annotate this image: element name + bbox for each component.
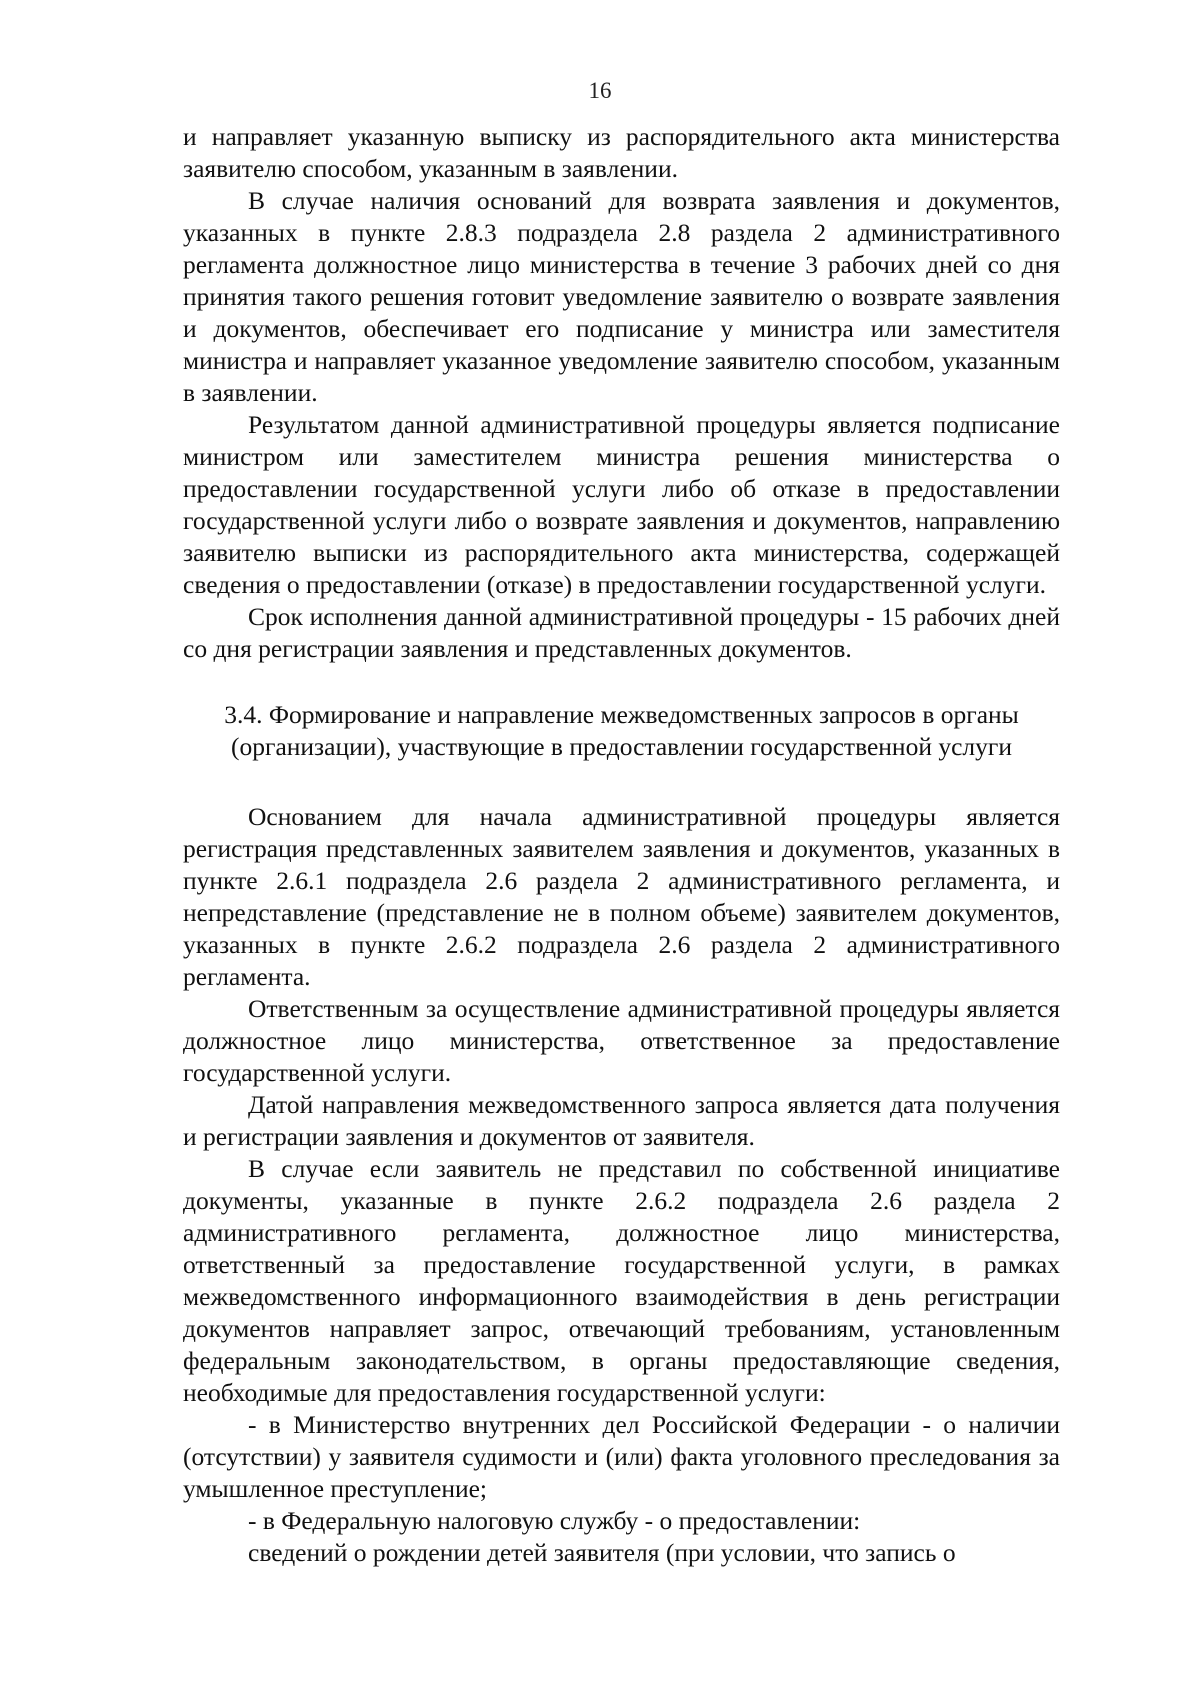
paragraph-children-birth-info: сведений о рождении детей заявителя (при условии, что запись о [248, 1538, 956, 1567]
paragraph-interagency-request: В случае если заявитель не представил по собственной инициативе документы, указанные в пункте 2.6.2 подраздела 2.6 раздела 2 административного регламента, должностное лицо министерства, ответственный за предоставление государственной услуги, в рамках межведомственного информационного взаимодействия в день регистрации документов направляет запрос, отвечающий требованиям, установленным федеральным законодательством, в органы предоставляющие сведения, необходимые для предоставления государственной услуги: [183, 1154, 1060, 1407]
list-item-tax-service: - в Федеральную налоговую службу - о предоставлении: [248, 1506, 861, 1535]
paragraph-request-date: Датой направления межведомственного запроса является дата получения и регистрации заявления и документов от заявителя. [183, 1090, 1060, 1151]
paragraph-continuation: и направляет указанную выписку из распорядительного акта министерства заявителю способом, указанным в заявлении. [183, 122, 1060, 183]
section-heading-line-1: 3.4. Формирование и направление межведомственных запросов в органы [224, 700, 1019, 729]
section-heading [183, 699, 1060, 763]
paragraph-procedure-basis: Основанием для начала административной процедуры является регистрация представленных заявителем заявления и документов, указанных в пункте 2.6.1 подраздела 2.6 раздела 2 административного регламента, и непредставление (представление не в полном объеме) заявителем документов, указанных в пункте 2.6.2 подраздела 2.6 раздела 2 административного регламента. [183, 802, 1060, 991]
list-item-interior-ministry: - в Министерство внутренних дел Российской Федерации - о наличии (отсутствии) у заявителя судимости и (или) факта уголовного преследования за умышленное преступление; [183, 1410, 1060, 1503]
paragraph-return-grounds: В случае наличия оснований для возврата заявления и документов, указанных в пункте 2.8.3 подраздела 2.8 раздела 2 административного регламента должностное лицо министерства в течение 3 рабочих дней со дня принятия такого решения готовит уведомление заявителю о возврате заявления и документов, обеспечивает его подписание у министра или заместителя министра и направляет указанное уведомление заявителю способом, указанным в заявлении. [183, 186, 1060, 407]
section-heading-line-2: (организации), участвующие в предоставлении государственной услуги [231, 732, 1012, 761]
paragraph-procedure-deadline: Срок исполнения данной административной процедуры - 15 рабочих дней со дня регистрации заявления и представленных документов. [183, 602, 1060, 663]
document-body [183, 121, 1060, 1569]
paragraph-responsible-official: Ответственным за осуществление административной процедуры является должностное лицо министерства, ответственное за предоставление государственной услуги. [183, 994, 1060, 1087]
paragraph-procedure-result: Результатом данной административной процедуры является подписание министром или заместителем министра решения министерства о предоставлении государственной услуги либо об отказе в предоставлении государственной услуги либо о возврате заявления и документов, направлению заявителю выписки из распорядительного акта министерства, содержащей сведения о предоставлении (отказе) в предоставлении государственной услуги. [183, 410, 1060, 599]
page-number: 16 [588, 78, 612, 103]
